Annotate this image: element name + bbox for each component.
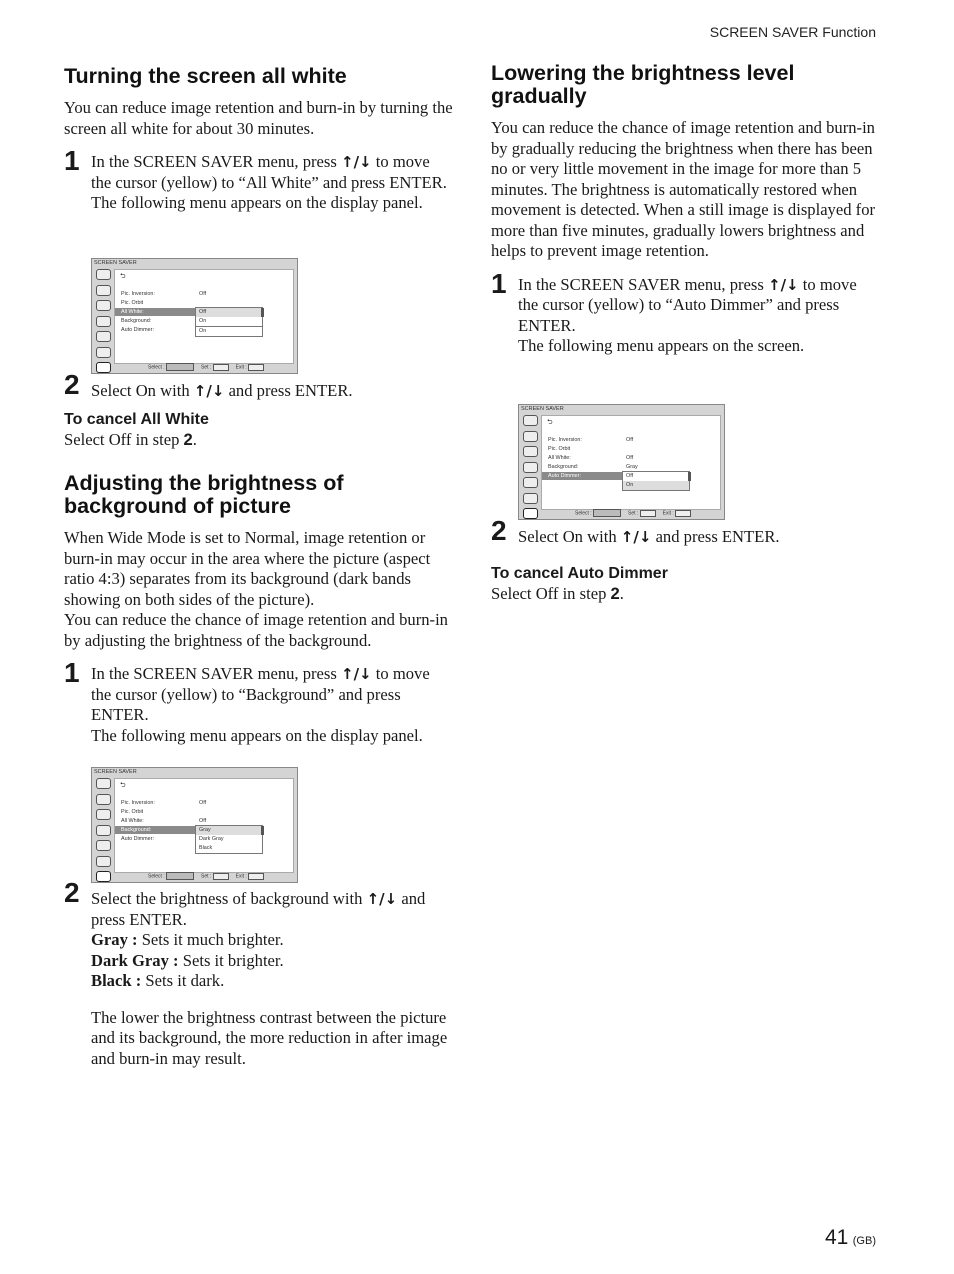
menu-title: SCREEN SAVER [94,769,137,775]
menu-row-label: Pic. Orbit [548,446,571,452]
menu-row-label: Pic. Inversion: [548,437,582,443]
menu-row-value: Gray [626,464,638,470]
menu-button-icon [248,873,264,880]
footer-select-label: Select : [148,364,165,371]
cancel-end: . [619,583,624,603]
menu-row-label-selected: All White: [115,308,195,316]
screen-saver-icon [96,362,111,373]
screen-saver-icon [96,871,111,882]
option-dark-gray [91,951,454,972]
step-number: 2 [491,515,507,546]
step-text-pre: In the SCREEN SAVER menu, press [518,274,764,294]
menu-row-value: Off [626,437,634,443]
menu-row-label: Auto Dimmer: [121,327,154,333]
step-text [91,376,454,402]
step-text [518,275,881,337]
page-number-value: 41 [824,1226,849,1249]
menu-row-label: All White: [121,818,144,824]
cancel-text: Select Off in step [491,583,607,603]
footer-set-label: Set : [201,364,212,371]
menu-row-label: Pic. Orbit [121,809,144,815]
menu-row-value: Off [199,800,207,806]
menu-icon-column [95,269,113,378]
up-down-arrow-icon: ↑/↓ [768,275,799,294]
option-term: Black : [91,971,142,990]
background-step-1 [64,657,454,746]
left-column [64,60,454,214]
cancel-text: Select Off in step [64,429,180,449]
dropdown-option: Dark Gray [199,836,224,842]
up-down-arrow-icon: ↑/↓ [341,665,372,683]
footer-select-label: Select : [575,510,592,517]
menu-panel [541,415,721,510]
menu-row-value: Off [626,455,634,461]
step-text-pre: In the SCREEN SAVER menu, press [91,664,337,683]
menu-row-label-selected: Background: [115,826,195,834]
menu-icon-column [522,415,540,524]
up-down-arrow-icon: ↑/↓ [366,890,398,908]
menu-row-label: Pic. Inversion: [121,800,155,806]
left-column-cont-2 [64,877,454,1069]
cancel-all-white-text [64,430,454,451]
enter-button-icon [213,364,229,371]
step-text-post: to move the cursor (yellow) to “Background” and press ENTER. [91,664,430,724]
auto-dimmer-step-2 [491,515,881,548]
left-column-cont-1 [64,369,454,746]
step-text-pre: Select the brightness of background with [91,889,363,908]
footer-exit-label: Exit : [662,510,674,517]
section-title-background: Adjusting the brightness of background of picture [64,471,344,518]
arrow-buttons-icon [166,872,194,880]
dropdown-option: On [199,318,207,324]
menu-category-icon [523,415,538,426]
cancel-auto-dimmer-text [491,584,881,605]
cancel-end: . [192,429,197,449]
menu-footer [148,872,264,880]
step-number: 1 [64,145,80,176]
background-step-2 [64,877,454,1069]
dropdown-option: Gray [196,826,262,835]
menu-category-icon [96,269,111,280]
background-note: The lower the brightness contrast between the picture and its background, the more reduction in after image and burn-in may result. [91,1007,448,1068]
page-number [825,1226,876,1250]
step-note: The following menu appears on the display panel. [91,725,423,745]
menu-screenshot-background [91,767,298,883]
menu-row-label: Pic. Orbit [121,300,144,306]
background-intro-2: You can reduce the chance of image retention and burn-in by adjusting the brightness of the background. [64,610,448,650]
step-note: The following menu appears on the screen. [518,336,805,355]
cancel-step-ref: 2 [610,583,620,603]
step-number: 2 [64,369,80,400]
menu-row-label: All White: [548,455,571,461]
auto-dimmer-intro: You can reduce the chance of image retention and burn-in by gradually reducing the brightness when there has been no or very little movement in the image for more than 5 minutes. The brightness is automatically restored when movement is detected. When a still image is displayed for more than five minutes, gradually lowers brightness and helps to prevent image retention. [491,118,876,260]
right-column-cont [491,515,881,604]
menu-category-icon [523,446,538,457]
step-text [91,664,454,726]
cancel-all-white-heading: To cancel All White [64,410,209,428]
dropdown-option: On [196,326,262,336]
menu-category-icon [523,431,538,442]
menu-dropdown [622,471,690,491]
menu-category-icon [96,347,111,358]
footer-exit-label: Exit : [235,364,247,371]
cancel-auto-dimmer-heading: To cancel Auto Dimmer [491,564,668,582]
menu-row-label: Auto Dimmer: [121,836,154,842]
menu-category-icon [523,462,538,473]
menu-dropdown [195,307,263,337]
step-text-pre: Select On with [518,527,617,546]
menu-footer [148,363,264,371]
dropdown-option: Off [626,473,634,479]
all-white-step-2 [64,369,454,402]
menu-row-label: Background: [121,318,152,324]
arrow-buttons-icon [593,509,621,517]
step-text-pre: In the SCREEN SAVER menu, press [91,152,337,171]
dropdown-option: Off [196,308,262,317]
dropdown-option: On [623,481,689,490]
section-title-auto-dimmer: Lowering the brightness level gradually [491,61,795,108]
all-white-step-1 [64,145,454,214]
step-text-post: to move the cursor (yellow) to “Auto Dimmer” and press ENTER. [518,274,857,335]
menu-panel [114,269,294,364]
running-head: SCREEN SAVER Function [709,24,876,40]
up-down-arrow-icon: ↑/↓ [341,153,372,171]
dropdown-option: Black [199,845,213,851]
menu-title: SCREEN SAVER [94,260,137,266]
dropdown-scrollbar [261,308,264,317]
menu-screenshot-all-white [91,258,298,374]
menu-row-value: Off [199,291,207,297]
step-text-post: and press ENTER. [228,381,353,400]
menu-category-icon [96,856,111,867]
step-text-post: and press ENTER. [91,889,426,929]
option-black [91,971,454,992]
step-text-pre: Select On with [91,381,190,400]
option-term: Gray : [91,930,138,949]
menu-panel [114,778,294,873]
back-arrow-icon: ⮌ [120,782,126,789]
menu-row-label-selected: Auto Dimmer: [542,472,622,480]
enter-button-icon [640,510,656,517]
option-gray [91,930,454,951]
menu-category-icon [523,493,538,504]
menu-category-icon [523,477,538,488]
menu-category-icon [96,840,111,851]
footer-set-label: Set : [628,510,639,517]
cancel-step-ref: 2 [183,429,193,449]
footer-select-label: Select : [148,873,165,880]
menu-category-icon [96,316,111,327]
arrow-buttons-icon [166,363,194,371]
footer-exit-label: Exit : [235,873,247,880]
step-number: 1 [491,267,507,299]
screen-saver-icon [523,508,538,519]
menu-button-icon [675,510,691,517]
background-intro-1: When Wide Mode is set to Normal, image retention or burn-in may occur in the area where the picture (aspect ratio 4:3) separates from its background (dark bands showing on both sides of the picture). [64,528,431,609]
auto-dimmer-step-1 [491,267,881,357]
all-white-intro: You can reduce image retention and burn-in by turning the screen all white for about 30 minutes. [64,98,453,138]
step-text-post: to move the cursor (yellow) to “All White” and press ENTER. [91,152,447,192]
step-number: 2 [64,877,80,908]
menu-category-icon [96,778,111,789]
menu-icon-column [95,778,113,887]
back-arrow-icon: ⮌ [120,273,126,280]
page-region: (GB) [852,1235,876,1247]
menu-category-icon [96,300,111,311]
step-note: The following menu appears on the display panel. [91,193,423,212]
option-term: Dark Gray : [91,950,179,970]
menu-category-icon [96,809,111,820]
dropdown-scrollbar [688,472,691,481]
menu-title: SCREEN SAVER [521,406,564,412]
section-title-all-white: Turning the screen all white [64,64,347,88]
up-down-arrow-icon: ↑/↓ [620,528,652,546]
step-text-post: and press ENTER. [655,527,780,546]
menu-category-icon [96,285,111,296]
footer-set-label: Set : [201,873,212,880]
menu-row-value: Off [199,818,207,824]
dropdown-scrollbar [261,826,264,835]
menu-button-icon [248,364,264,371]
right-column [491,60,881,357]
enter-button-icon [213,873,229,880]
menu-dropdown [195,825,263,854]
option-desc: Sets it much brighter. [141,930,284,949]
up-down-arrow-icon: ↑/↓ [193,382,225,400]
option-desc: Sets it brighter. [182,950,284,970]
menu-category-icon [96,825,111,836]
menu-row-label: Background: [548,464,579,470]
menu-category-icon [96,794,111,805]
menu-footer [575,509,691,517]
back-arrow-icon: ⮌ [547,419,553,426]
menu-row-label: Pic. Inversion: [121,291,155,297]
menu-screenshot-auto-dimmer [518,404,725,520]
step-text [518,522,881,548]
menu-category-icon [96,331,111,342]
step-text [91,152,454,193]
option-desc: Sets it dark. [145,971,225,990]
step-text [91,884,454,930]
step-number: 1 [64,657,80,688]
